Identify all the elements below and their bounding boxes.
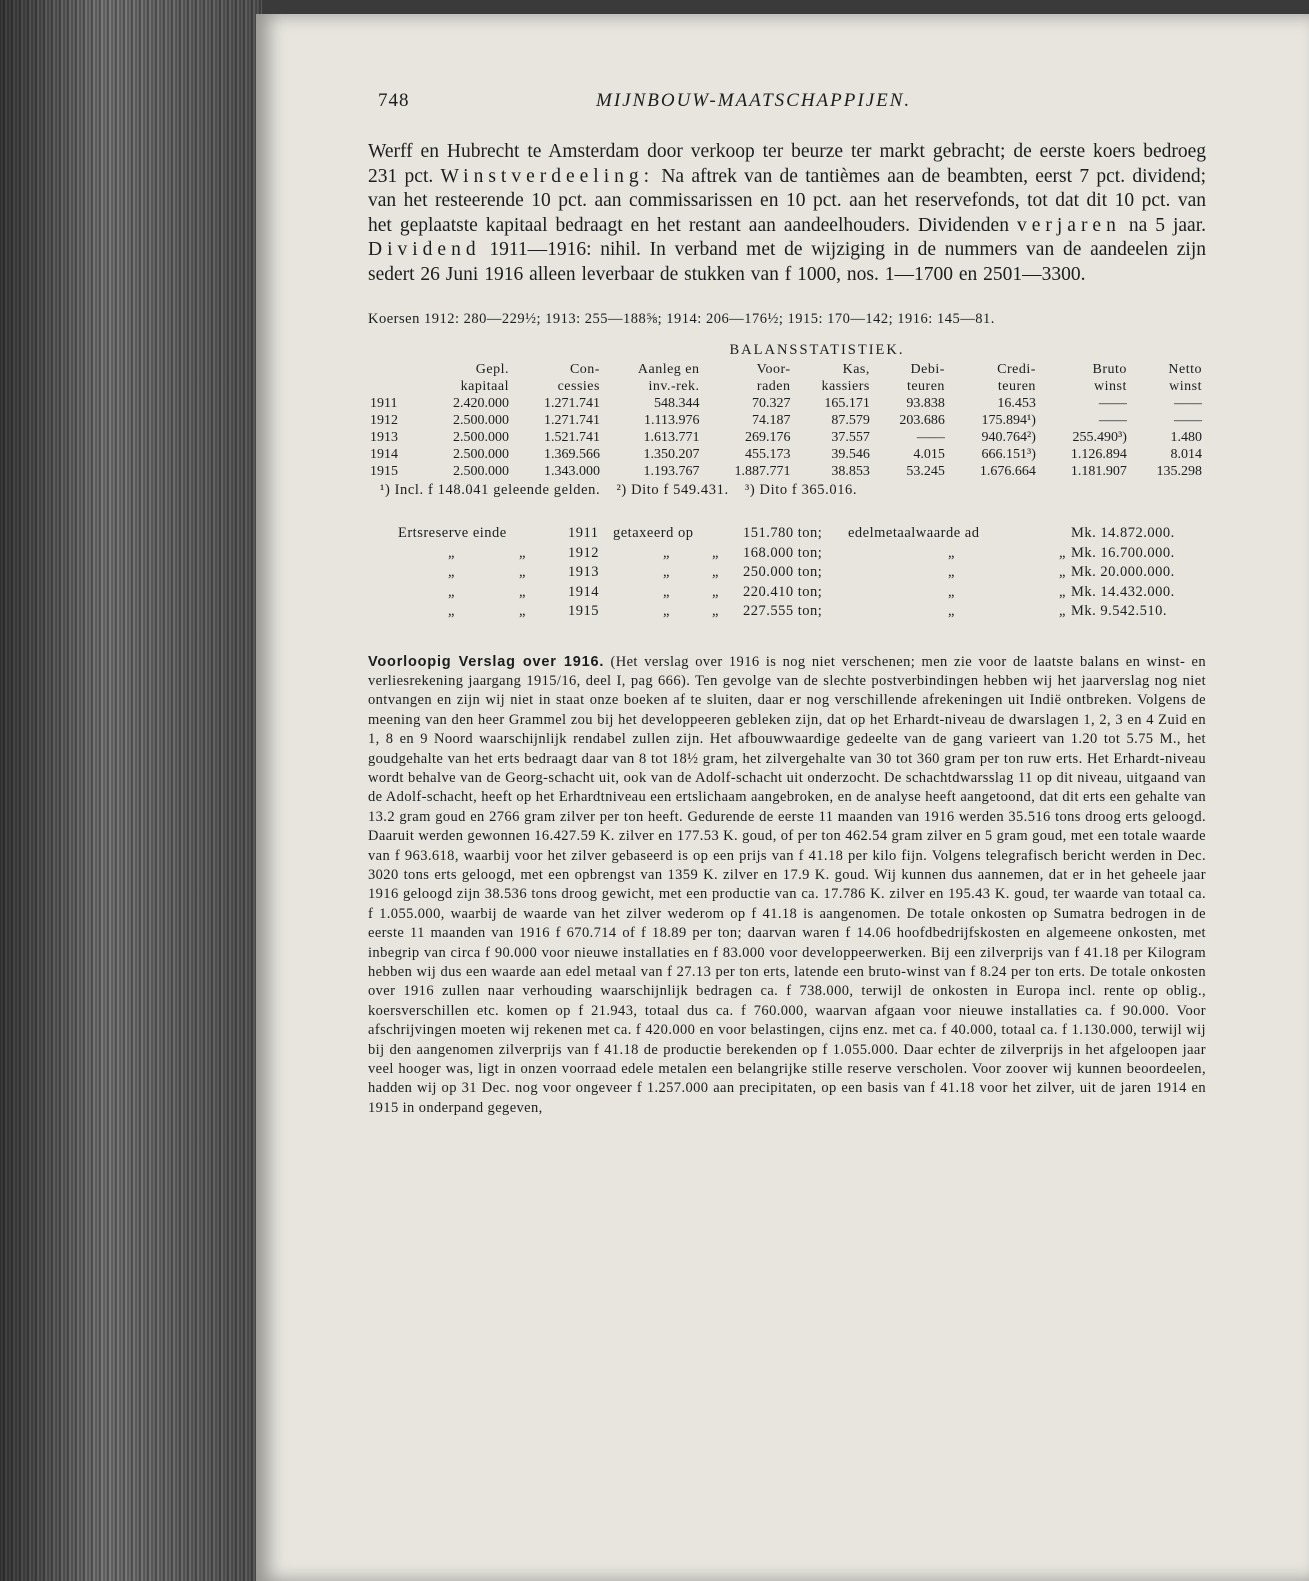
header-cell: teuren <box>906 379 945 394</box>
table-cell: —— <box>916 430 945 445</box>
header-cell: Credi- <box>997 362 1036 377</box>
page-content <box>368 84 1206 1133</box>
balance-header-row-1 <box>368 361 1204 378</box>
header-cell <box>368 378 420 395</box>
verjaren-label: verjaren <box>1016 214 1121 236</box>
table-cell: —— <box>1174 396 1202 411</box>
table-cell: 1.126.894 <box>1070 447 1127 462</box>
report-body: (Het verslag over 1916 is nog niet verschenen; men zie voor de laatste balans en winst- en verliesrekening jaargang 1915/16, deel I, pag 666). Ten gevolge van de slechte postverbindingen hebben wij het jaarverslag nog niet ontvangen en zijn wij niet in staat onze boeken af te sluiten, daar er nog verschillende afrekeningen uit Indië ontbreken. Volgens de meening van den heer Grammel zou bij het developpeeren gebleken zijn, dat op het Erhardt-niveau de dwarslagen 1, 2, 3 en 4 Zuid en 1, 8 en 9 Noord waarschijnlijk rendabel zullen zijn. Het afbouwwaardige gedeelte van de gang varieert van 1.20 tot 5.75 M., het goudgehalte van het erts bedraagt daar van 8 tot 18½ gram, het zilvergehalte van 30 tot 360 gram per ton ruw erts. Het Erhardt-niveau wordt behalve van de Georg-schacht uit, ook van de Adolf-schacht uit onderzocht. De schachtdwarsslag 11 op dit niveau, uitgaand van de Adolf-schacht, heeft op het Erhardtniveau een ertslichaam aangebroken, en de analyse heeft aangetoond, dat dit erts een gehalte van 13.2 gram goud en 2766 gram zilver per ton heeft. Gedurende de eerste 11 maanden van 1916 werden 35.516 tons droog erts geloogd. Daaruit werden gewonnen 16.427.59 K. zilver en 177.53 K. goud, of per ton 462.54 gram zilver en 5 gram goud, met een totale waarde van f 963.618, waarbij voor het zilver gebaseerd is op een prijs van f 41.18 per kilo fijn. Volgens telegrafisch bericht werden in Dec. 3020 tons erts geloogd, met een opbrengst van 1359 K. zilver en 17.9 K. goud. Wij kunnen dus aannemen, dat er in het geheele jaar 1916 geloogd zijn 38.536 tons droog gewicht, met een productie van ca. 17.786 K. zilver en 195.43 K. goud, ter waarde van totaal ca. f 1.055.000, waarbij de waarde van het zilver wederom op f 41.18 is aangenomen. De totale onkosten op Sumatra bedrogen in de eerste 11 maanden van 1916 f 670.714 of f 18.89 per ton; daarvan waren f 14.06 hoofdbedrijfskosten en algemeene onkosten, met inbegrip van circa f 90.000 voor nieuwe installaties en f 83.000 voor developpeerwerken. Bij een zilverprijs van f 41.18 per Kilogram hebben wij dus een waarde aan edel metaal van f 27.13 per ton erts, latende een bruto-winst van f 8.24 per ton erts. De totale onkosten over 1916 zullen naar verhouding waarschijnlijk bedragen ca. f 738.000, terwijl de onkosten in Europa incl. rente op oblig., koersverschillen etc. komen op f 21.943, totaal dus ca. f 760.000, waarvan afgaan voor nieuwe installaties ca. f 90.000. Voor afschrijvingen moeten wij rekenen met ca. f 420.000 en voor belastingen, cijns enz. met ca. f 40.000, totaal ca. f 1.130.000, terwijl wij bij den aangenomen zilverprijs van f 41.18 de productie berekenden op f 1.055.000. Daar echter de zilverprijs in het afgeloopen jaar veel hooger was, ligt in onzen voorraad edele metalen een belangrijke stille reserve verscholen. Voor zoover wij kunnen beoordeelen, hadden wij op 31 Dec. nog voor ongeveer f 1.257.000 aan precipitaten, op een basis van f 41.18 voor het zilver, uit de jaren 1914 en 1915 in onderpand gegeven, <box>368 653 1207 1116</box>
table-cell: 2.500.000 <box>452 413 509 428</box>
table-cell: 135.298 <box>1156 464 1202 479</box>
ore-metal-value: Mk. 20.000.000. <box>1071 564 1175 580</box>
table-cell: 53.245 <box>906 464 945 479</box>
ore-valuation: getaxeerd op <box>613 525 694 541</box>
ore-metal-value: Mk. 9.542.510. <box>1071 603 1168 619</box>
header-cell <box>368 361 420 378</box>
balance-table-title: BALANSSTATISTIEK. <box>729 342 905 358</box>
book-edge-shadow <box>0 0 262 1581</box>
table-cell: 2.500.000 <box>452 464 509 479</box>
ore-year: 1912 <box>568 544 599 561</box>
table-cell: 1.350.207 <box>643 447 700 462</box>
table-row <box>368 446 1204 463</box>
intro-text-4: 1911—1916: nihil. In verband met de wijziging in de nummers van de aandeelen zijn sedert 26 Juni 1916 alleen leverbaar de stukken van f 1000, nos. 1—1700 en 2501—3300. <box>368 239 1207 285</box>
header-cell: Bruto <box>1092 362 1127 377</box>
table-cell: 1.369.566 <box>543 447 600 462</box>
ore-valuation: „ „ <box>663 544 719 561</box>
header-cell: Voor- <box>756 362 791 377</box>
ore-label: Ertsreserve einde <box>398 525 507 541</box>
header-cell: Con- <box>569 362 600 377</box>
table-row <box>368 429 1204 446</box>
ore-year: 1911 <box>568 525 599 541</box>
ore-tonnage: 250.000 ton; <box>743 564 823 580</box>
header-cell: Aanleg en <box>637 362 700 377</box>
table-cell: 2.500.000 <box>452 430 509 445</box>
table-cell: 1913 <box>370 430 398 445</box>
ore-metal-value: Mk. 14.872.000. <box>1071 525 1175 541</box>
ore-label: „ „ <box>448 583 526 600</box>
ore-metal-value-label: „ „ <box>948 544 1066 561</box>
header-cell: kassiers <box>821 379 870 394</box>
ore-year: 1913 <box>568 564 599 580</box>
ore-tonnage: 227.555 ton; <box>743 603 823 619</box>
header-cell: Gepl. <box>475 362 509 377</box>
header-cell: Kas, <box>842 362 870 377</box>
page-number: 748 <box>378 90 410 111</box>
ore-reserve-list <box>368 525 1206 623</box>
table-cell: 70.327 <box>752 396 791 411</box>
ore-valuation: „ „ <box>663 564 719 580</box>
header-cell: Netto <box>1168 362 1202 377</box>
table-cell: 1.271.741 <box>543 413 600 428</box>
page-heading: MIJNBOUW-MAATSCHAPPIJEN. <box>596 90 912 111</box>
table-cell: 1.343.000 <box>543 464 600 479</box>
table-cell: 93.838 <box>906 396 945 411</box>
footnote: ³) Dito f 365.016. <box>744 482 858 498</box>
ore-year: 1914 <box>568 583 599 600</box>
footnote: ¹) Incl. f 148.041 geleende gelden. <box>380 482 601 498</box>
table-cell: 548.344 <box>654 396 700 411</box>
ore-row <box>368 584 1206 604</box>
winstverdeeling-label: Winstverdeeling: <box>440 165 655 187</box>
intro-text-2: Na aftrek van de tantièmes aan de beambten, eerst 7 pct. dividend; van het resteerende 10 pct. aan commissarissen en 10 pct. aan het reservefonds, tot dat dit 10 pct. van het geplaatste kapitaal bedraagt en het restant aan aandeelhouders. Dividenden <box>368 165 1207 236</box>
header-cell: inv.-rek. <box>648 379 700 394</box>
table-cell: 1915 <box>370 464 398 479</box>
table-cell: 8.014 <box>1170 447 1202 462</box>
table-cell: 1912 <box>370 413 398 428</box>
report-paragraph <box>368 653 1206 1119</box>
ore-metal-value-label: „ „ <box>948 564 1066 580</box>
ore-metal-value-label: edelmetaalwaarde ad <box>848 525 980 541</box>
table-cell: 74.187 <box>752 413 791 428</box>
table-cell: 666.151³) <box>981 447 1036 462</box>
table-cell: 1911 <box>370 396 398 411</box>
intro-text-1: Werff en Hubrecht te Amsterdam door verkoop ter beurze ter markt gebracht; de eerste koers bedroeg 231 pct. <box>368 141 1206 187</box>
table-cell: 1.887.771 <box>734 464 791 479</box>
balance-footnotes <box>380 482 1206 499</box>
header-cell: kapitaal <box>460 379 509 394</box>
table-cell: 4.015 <box>913 447 945 462</box>
table-cell: 175.894¹) <box>981 413 1036 428</box>
table-cell: 38.853 <box>831 464 870 479</box>
running-head <box>368 84 1206 124</box>
table-row <box>368 412 1204 429</box>
table-cell: 39.546 <box>831 447 870 462</box>
balance-header-row-2 <box>368 378 1204 395</box>
table-cell: 2.500.000 <box>452 447 509 462</box>
report-title: Voorloopig Verslag over 1916. <box>368 653 605 670</box>
table-row <box>368 395 1204 412</box>
ore-tonnage: 168.000 ton; <box>743 544 823 561</box>
table-cell: 87.579 <box>831 413 870 428</box>
table-cell: 1914 <box>370 447 398 462</box>
table-cell: 1.676.664 <box>979 464 1036 479</box>
header-cell: raden <box>756 379 791 394</box>
ore-row <box>368 564 1206 584</box>
table-cell: —— <box>1174 413 1202 428</box>
ore-row <box>368 603 1206 623</box>
ore-metal-value-label: „ „ <box>948 603 1066 619</box>
table-cell: —— <box>1098 413 1127 428</box>
ore-tonnage: 220.410 ton; <box>743 583 823 600</box>
ore-tonnage: 151.780 ton; <box>743 525 823 541</box>
header-cell: winst <box>1094 379 1127 394</box>
table-cell: 165.171 <box>824 396 870 411</box>
ore-metal-value: Mk. 14.432.000. <box>1071 583 1175 600</box>
table-cell: —— <box>1098 396 1127 411</box>
table-cell: 1.521.741 <box>543 430 600 445</box>
table-cell: 269.176 <box>745 430 791 445</box>
table-cell: 1.271.741 <box>543 396 600 411</box>
ore-row <box>368 545 1206 565</box>
ore-year: 1915 <box>568 603 599 619</box>
ore-label: „ „ <box>448 544 526 561</box>
intro-text-3: na 5 jaar. <box>1128 214 1207 236</box>
ore-metal-value: Mk. 16.700.000. <box>1071 544 1175 561</box>
table-cell: 1.613.771 <box>643 430 700 445</box>
balance-table <box>368 361 1204 480</box>
ore-label: „ „ <box>448 564 526 580</box>
ore-label: „ „ <box>448 603 526 619</box>
table-cell: 16.453 <box>997 396 1036 411</box>
table-cell: 1.113.976 <box>644 413 700 428</box>
table-row <box>368 463 1204 480</box>
table-cell: 940.764²) <box>981 430 1036 445</box>
table-cell: 1.181.907 <box>1070 464 1127 479</box>
intro-paragraph <box>368 140 1206 287</box>
table-cell: 37.557 <box>831 430 870 445</box>
table-cell: 2.420.000 <box>452 396 509 411</box>
header-cell: Debi- <box>910 362 945 377</box>
header-cell: teuren <box>997 379 1036 394</box>
dividend-label: Dividend <box>368 239 481 260</box>
table-cell: 203.686 <box>899 413 945 428</box>
table-cell: 455.173 <box>745 447 791 462</box>
table-cell: 1.480 <box>1170 430 1202 445</box>
table-cell: 1.193.767 <box>643 464 700 479</box>
ore-row <box>368 525 1206 545</box>
price-quotes: Koersen 1912: 280—229½; 1913: 255—188⅝; 1914: 206—176½; 1915: 170—142; 1916: 145—81. <box>368 311 995 327</box>
header-cell: cessies <box>557 379 600 394</box>
header-cell: winst <box>1169 379 1202 394</box>
ore-valuation: „ „ <box>663 603 719 619</box>
book-page <box>256 14 1309 1581</box>
ore-metal-value-label: „ „ <box>948 583 1066 600</box>
ore-valuation: „ „ <box>663 583 719 600</box>
table-cell: 255.490³) <box>1072 430 1127 445</box>
footnote: ²) Dito f 549.431. <box>616 482 729 498</box>
